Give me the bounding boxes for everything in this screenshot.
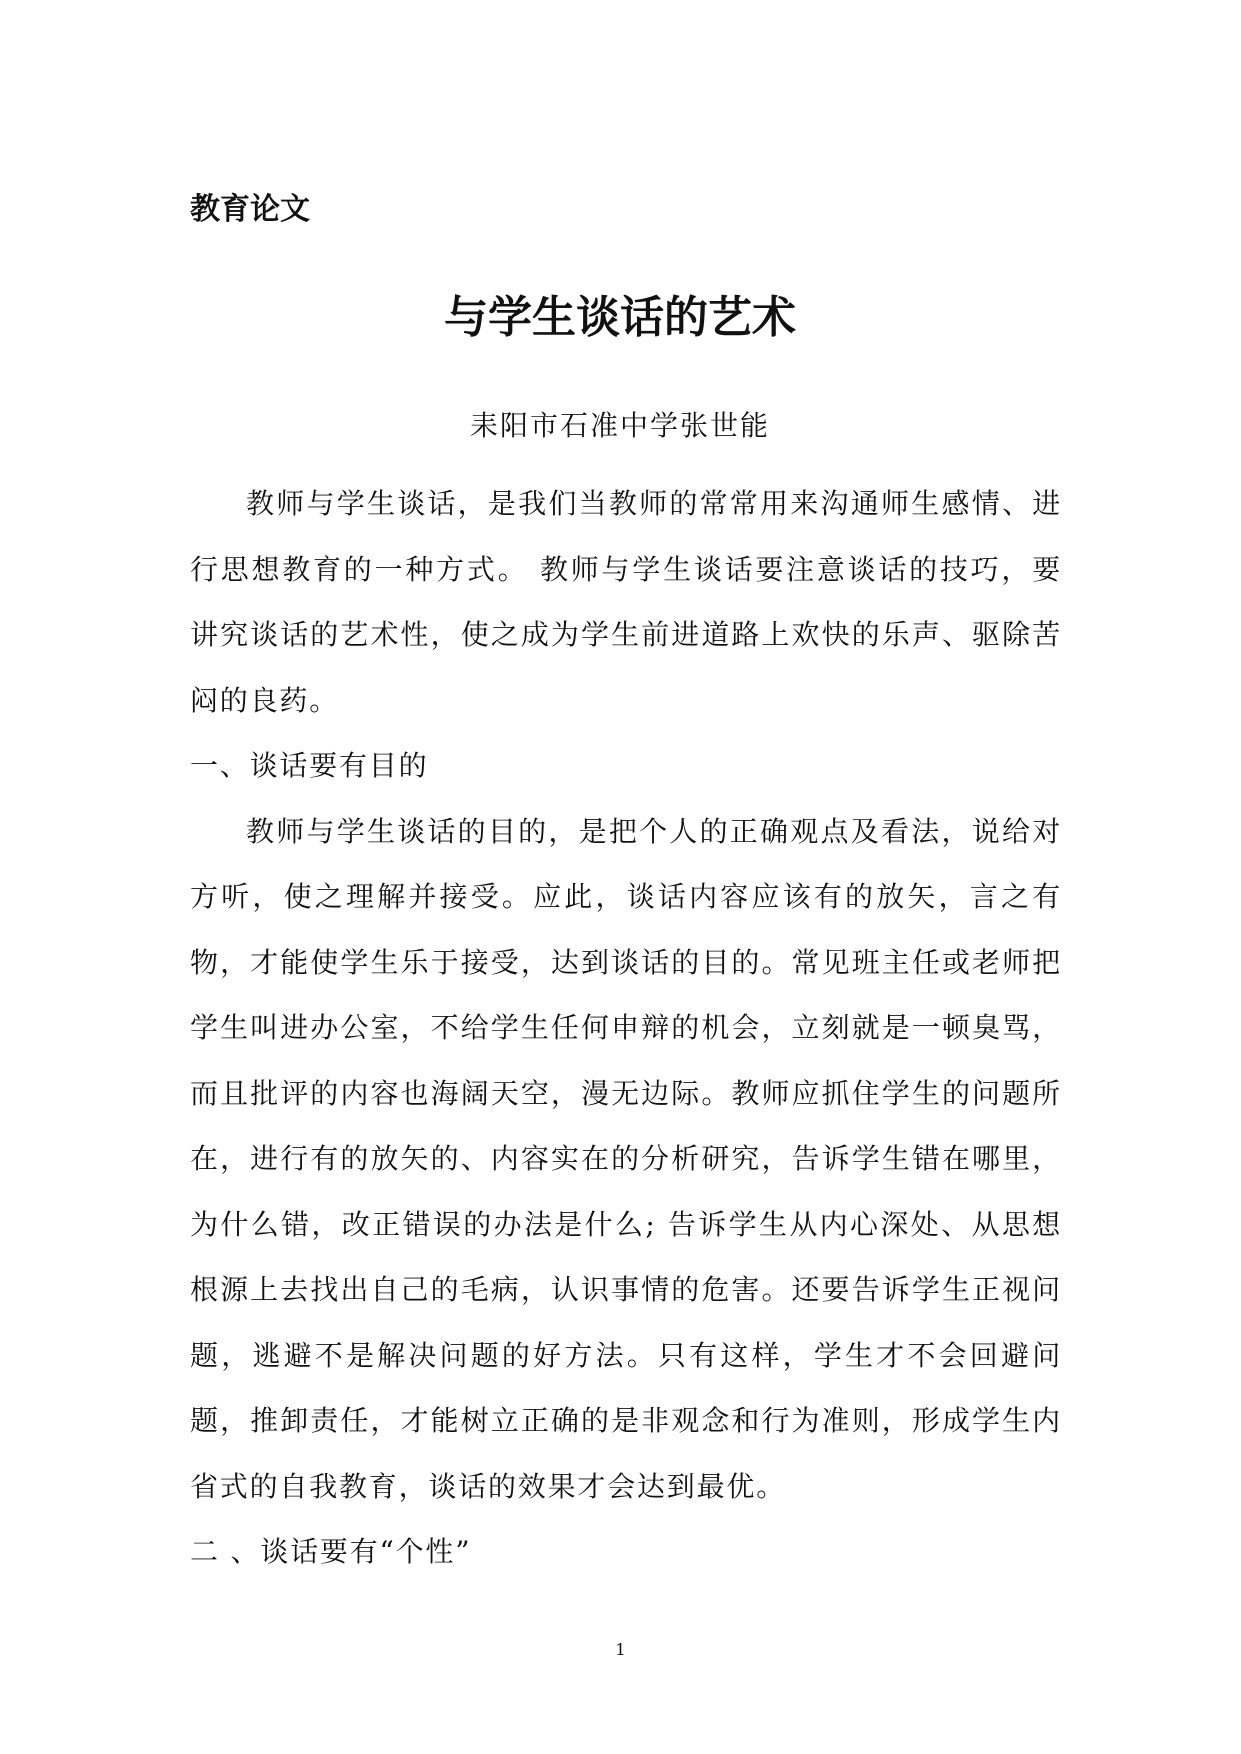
section-1-heading: 一、谈话要有目的: [190, 749, 429, 782]
document-title: 与学生谈话的艺术: [444, 292, 796, 343]
document-body: [190, 471, 1062, 1585]
page-number: 1: [615, 1640, 626, 1659]
section-1-paragraph: 教师与学生谈话的目的，是把个人的正确观点及看法，说给对方听，使之理解并接受。应此，谈话内容应该有的放矢，言之有物，才能使学生乐于接受，达到谈话的目的。常见班主任或老师把学生叫进办公室，不给学生任何申辩的机会，立刻就是一顿臭骂，而且批评的内容也海阔天空，漫无边际。教师应抓住学生的问题所在，进行有的放矢的、内容实在的分析研究，告诉学生错在哪里，为什么错，改正错误的办法是什么; 告诉学生从内心深处、从思想根源上去找出自己的毛病，认识事情的危害。还要告诉学生正视问题，逃避不是解决问题的好方法。只有这样，学生才不会回避问题，推卸责任，才能树立正确的是非观念和行为准则，形成学生内省式的自我教育，谈话的效果才会达到最优。: [190, 814, 1062, 1503]
intro-paragraph: 教师与学生谈话，是我们当教师的常常用来沟通师生感情、进行思想教育的一种方式。 教师与学生谈话要注意谈话的技巧，要讲究谈话的艺术性，使之成为学生前进道路上欢快的乐声、驱除苦闷的良药。: [190, 487, 1062, 717]
document-author: 耒阳市石准中学张世能: [469, 409, 770, 442]
document-category: 教育论文: [190, 192, 310, 227]
section-2-heading: 二 、谈话要有“个性”: [190, 1535, 472, 1568]
